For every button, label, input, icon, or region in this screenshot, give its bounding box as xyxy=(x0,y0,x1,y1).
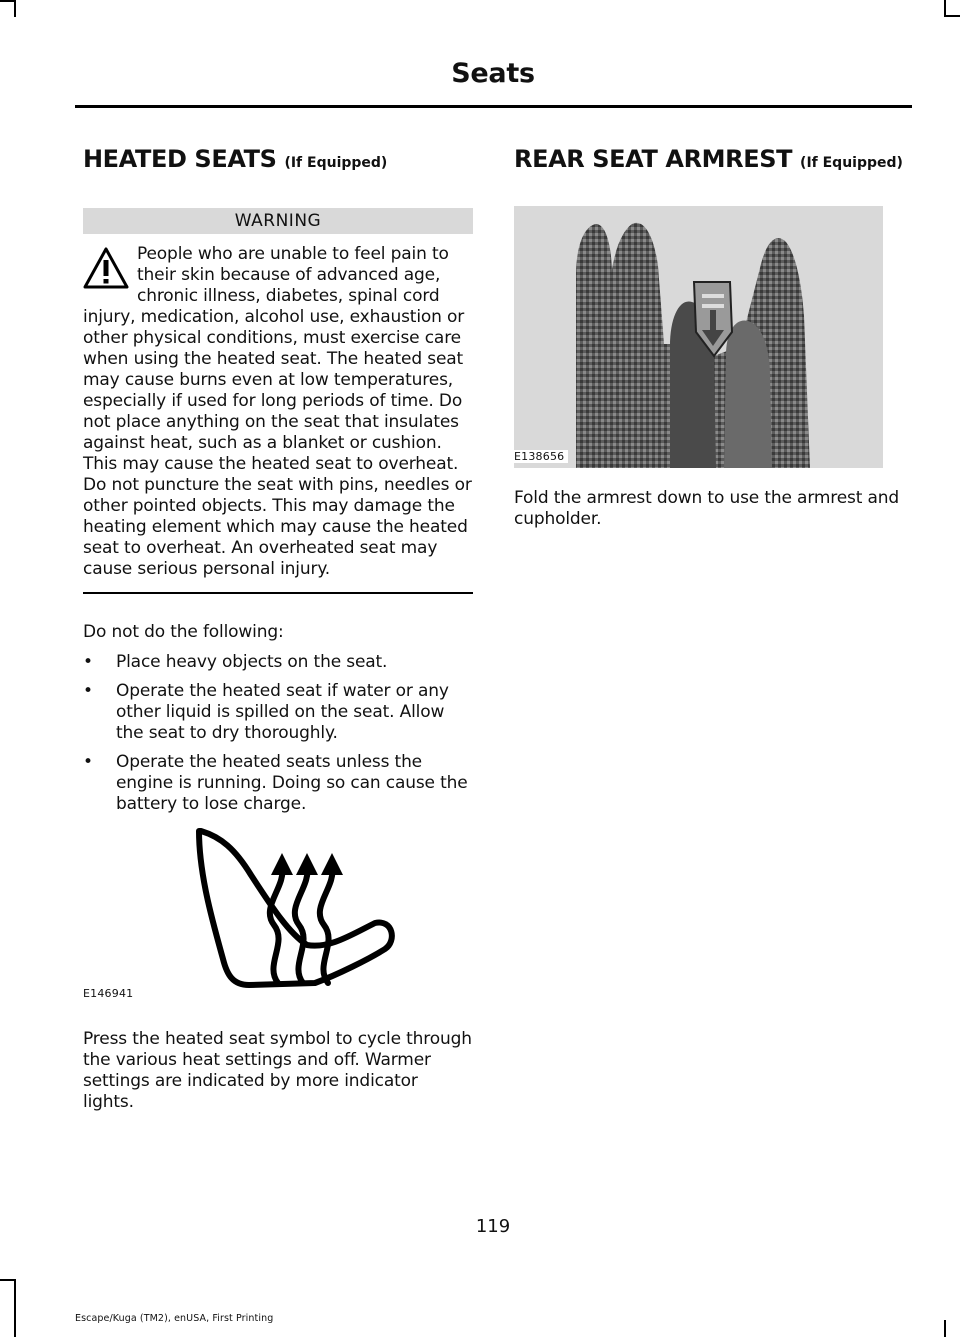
page-title: Seats xyxy=(451,58,535,89)
list-item xyxy=(83,681,473,744)
section-heading-rear-seat-armrest xyxy=(514,145,909,173)
heading-qualifier: (If Equipped) xyxy=(284,155,388,171)
heated-seat-instructions: Press the heated seat symbol to cycle through the various heat settings and off. Warmer settings are indicated by more indicator lights. xyxy=(83,1029,472,1112)
list-item-text: Operate the heated seat if water or any other liquid is spilled on the seat. Allow the seat to dry thoroughly. xyxy=(116,681,449,743)
figure-id: E146941 xyxy=(83,987,134,1000)
rear-seat-armrest-figure xyxy=(514,206,883,468)
heated-seat-icon xyxy=(83,823,403,1013)
warning-text: People who are unable to feel pain to their skin because of advanced age, chronic illness, diabetes, spinal cord injury, medication, alcohol use, exhaustion or other physical conditions, must exercise care when using the heated seat. The heated seat may cause burns even at low temperatures, especially if used for long periods of time. Do not place anything on the seat that insulates against heat, such as a blanket or cushion. This may cause the heated seat to overheat. Do not puncture the seat with pins, needles or other pointed objects. This may damage the heating element which may cause the heated seat to overheat. An overheated seat may cause serious personal injury. xyxy=(83,244,472,579)
crop-mark xyxy=(946,15,960,17)
header-rule xyxy=(75,105,912,108)
rear-seat-armrest-image xyxy=(514,206,883,468)
heading-text: REAR SEAT ARMREST xyxy=(514,145,793,173)
warning-triangle-icon xyxy=(83,246,129,290)
right-column xyxy=(514,145,909,530)
list-item-text: Operate the heated seats unless the engine is running. Doing so can cause the battery to lose charge. xyxy=(116,752,468,814)
left-column xyxy=(83,145,473,1113)
page-number: 119 xyxy=(475,1216,511,1237)
intro-text: Do not do the following: xyxy=(83,622,284,642)
crop-mark xyxy=(944,1320,946,1337)
section-heading-heated-seats xyxy=(83,145,473,173)
heading-text: HEATED SEATS xyxy=(83,145,277,173)
crop-mark xyxy=(14,1279,16,1337)
warning-rule xyxy=(83,592,473,594)
bullet-dot: • xyxy=(83,681,93,701)
bullet-dot: • xyxy=(83,752,93,772)
warning-label: WARNING xyxy=(83,208,473,234)
warning-box xyxy=(83,244,473,588)
armrest-instructions: Fold the armrest down to use the armrest and cupholder. xyxy=(514,488,900,529)
crop-mark xyxy=(0,0,14,2)
figure-id: E138656 xyxy=(514,450,568,463)
list-item-text: Place heavy objects on the seat. xyxy=(116,652,388,672)
bullet-dot: • xyxy=(83,652,93,672)
crop-mark xyxy=(0,1279,14,1281)
list-item xyxy=(83,752,473,815)
edition-footer: Escape/Kuga (TM2), enUSA, First Printing xyxy=(75,1313,274,1324)
heated-seat-figure xyxy=(83,823,473,1013)
heading-qualifier: (If Equipped) xyxy=(800,155,903,171)
list-item xyxy=(83,652,473,673)
crop-mark xyxy=(14,0,16,17)
bullet-list xyxy=(83,652,473,815)
